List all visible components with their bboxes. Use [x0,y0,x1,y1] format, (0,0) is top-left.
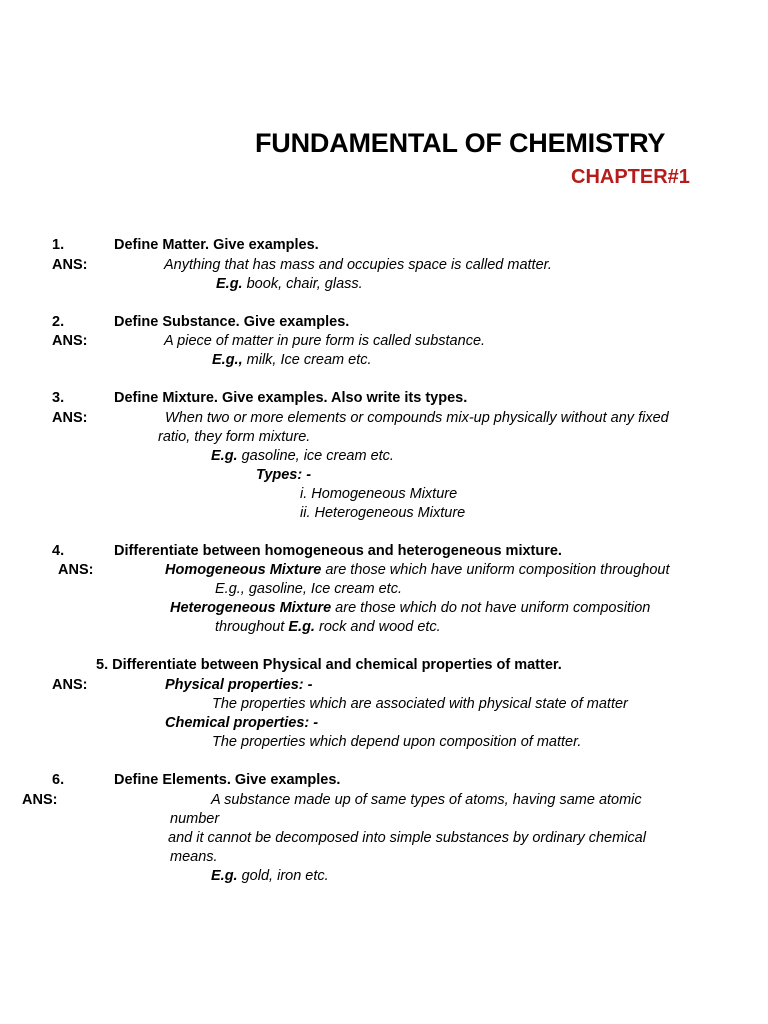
q4-homo-example: E.g., gasoline, Ice cream etc. [215,581,402,597]
q4-homogeneous [165,561,670,579]
q6-ans-label: ANS: [22,792,58,808]
q5-ans-label: ANS: [52,677,88,693]
q5-physical-label: Physical properties: - [165,677,313,693]
q3-number: 3. [52,390,65,406]
chapter-label: CHAPTER#1 [571,166,690,188]
q6-number: 6. [52,772,65,788]
q2-question: Define Substance. Give examples. [114,314,350,330]
q4-hetero-line2-start: throughout [215,619,289,635]
q3-type-2: ii. Heterogeneous Mixture [300,505,466,521]
q6-answer-line4: means. [170,849,218,865]
q4-hetero-label: Heterogeneous Mixture [170,600,332,616]
q4-hetero-line2 [215,618,441,636]
q3-type-1: i. Homogeneous Mixture [300,486,458,502]
q6-eg-label: E.g. [211,868,238,884]
q1-ans-label: ANS: [52,257,88,273]
q6-question: Define Elements. Give examples. [114,772,341,788]
page-title: FUNDAMENTAL OF CHEMISTRY [255,128,666,158]
q5-chemical-text: The properties which depend upon composition of matter. [212,734,582,750]
q3-question: Define Mixture. Give examples. Also write its types. [114,390,468,406]
q2-example [212,351,372,369]
q5-chemical-label: Chemical properties: - [165,715,319,731]
q4-homo-text: are those which have uniform composition throughout [321,562,670,578]
q4-hetero-text: are those which do not have uniform composition [331,600,651,616]
q6-answer-line1: A substance made up of same types of atoms, having same atomic [211,792,642,808]
q4-ans-label: ANS: [58,562,94,578]
q1-eg-label: E.g. [216,276,243,292]
q6-answer-line3: and it cannot be decomposed into simple substances by ordinary chemical [168,830,646,846]
q2-answer: A piece of matter in pure form is called substance. [164,333,486,349]
q6-example [211,867,329,885]
q2-eg-text: milk, Ice cream etc. [242,352,372,368]
q3-answer-line2: ratio, they form mixture. [158,429,311,445]
q3-eg-label: E.g. [211,448,238,464]
q2-ans-label: ANS: [52,333,88,349]
q4-number: 4. [52,543,65,559]
q3-eg-text: gasoline, ice cream etc. [237,448,394,464]
q3-types-label: Types: - [256,467,312,483]
q1-eg-text: book, chair, glass. [242,276,363,292]
q5-physical-text: The properties which are associated with physical state of matter [212,696,628,712]
q3-ans-label: ANS: [52,410,88,426]
q4-heterogeneous [170,599,650,617]
q2-number: 2. [52,314,65,330]
q6-eg-text: gold, iron etc. [237,868,329,884]
q3-answer-line1: When two or more elements or compounds mix-up physically without any fixed [165,410,669,426]
q1-answer: Anything that has mass and occupies space is called matter. [164,257,552,273]
q1-number: 1. [52,237,65,253]
q3-example [211,447,394,465]
q4-hetero-eg-label: E.g. [288,619,315,635]
q1-example [216,275,363,293]
q5-question: 5. Differentiate between Physical and chemical properties of matter. [96,657,562,673]
q4-question: Differentiate between homogeneous and heterogeneous mixture. [114,543,562,559]
q2-eg-label: E.g., [212,352,243,368]
q4-homo-label: Homogeneous Mixture [165,562,322,578]
q6-answer-line2: number [170,811,220,827]
q1-question: Define Matter. Give examples. [114,237,319,253]
q4-hetero-eg-text: rock and wood etc. [314,619,441,635]
